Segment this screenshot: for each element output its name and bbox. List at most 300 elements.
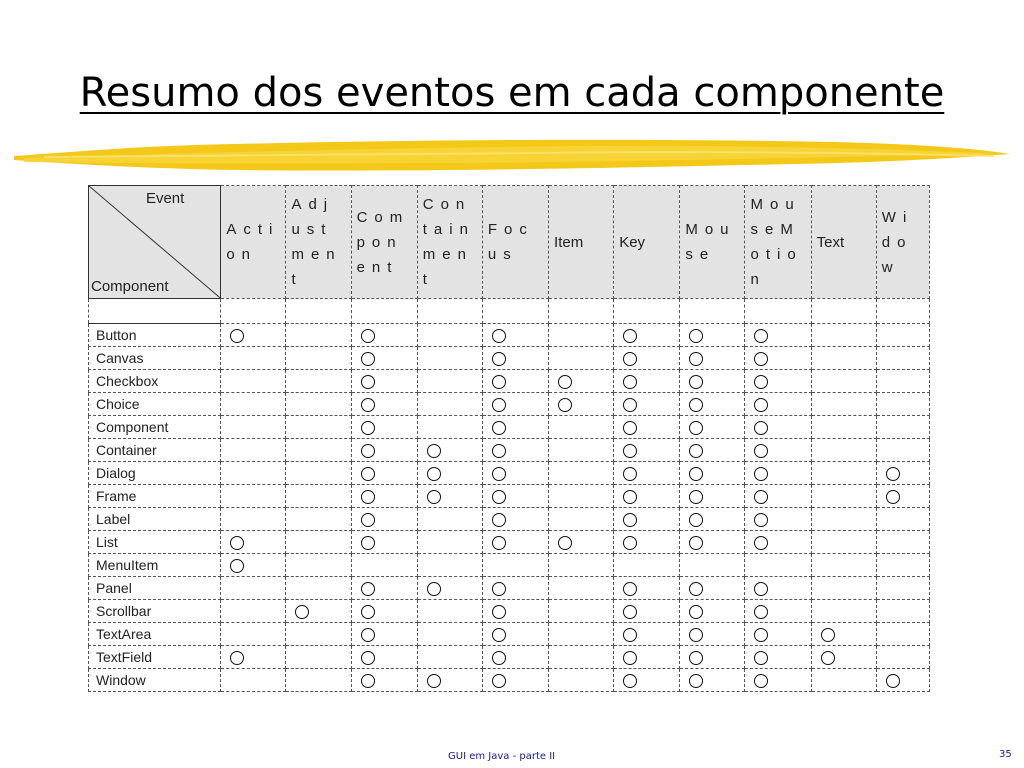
table-cell bbox=[417, 370, 482, 393]
circle-mark-icon bbox=[427, 582, 441, 596]
circle-mark-icon bbox=[754, 513, 768, 527]
spacer-cell bbox=[549, 299, 614, 324]
table-cell bbox=[745, 485, 811, 508]
table-cell bbox=[221, 485, 286, 508]
circle-mark-icon bbox=[492, 513, 506, 527]
table-cell bbox=[745, 393, 811, 416]
column-header: Containment bbox=[417, 186, 482, 299]
table-cell bbox=[876, 347, 929, 370]
table-cell bbox=[351, 370, 417, 393]
slide-title-text: Resumo dos eventos em cada componente bbox=[79, 70, 945, 116]
table-row bbox=[89, 485, 930, 508]
circle-mark-icon bbox=[623, 421, 637, 435]
table-cell bbox=[221, 577, 286, 600]
table-cell bbox=[876, 439, 929, 462]
table-cell bbox=[614, 347, 680, 370]
table-cell bbox=[286, 370, 351, 393]
table-cell bbox=[417, 439, 482, 462]
component-name: Label bbox=[89, 508, 221, 531]
corner-component-label: Component bbox=[91, 278, 169, 295]
circle-mark-icon bbox=[689, 444, 703, 458]
circle-mark-icon bbox=[492, 536, 506, 550]
table-cell bbox=[221, 554, 286, 577]
circle-mark-icon bbox=[754, 352, 768, 366]
circle-mark-icon bbox=[427, 490, 441, 504]
table-cell bbox=[876, 600, 929, 623]
circle-mark-icon bbox=[623, 582, 637, 596]
column-header: Component bbox=[351, 186, 417, 299]
table-cell bbox=[876, 531, 929, 554]
table-cell bbox=[417, 623, 482, 646]
table-cell bbox=[221, 393, 286, 416]
circle-mark-icon bbox=[689, 582, 703, 596]
circle-mark-icon bbox=[754, 536, 768, 550]
table-cell bbox=[811, 439, 876, 462]
table-cell bbox=[417, 508, 482, 531]
table-cell bbox=[745, 600, 811, 623]
table-cell bbox=[351, 416, 417, 439]
table-cell bbox=[614, 646, 680, 669]
table-cell bbox=[680, 347, 745, 370]
table-row bbox=[89, 531, 930, 554]
component-name: Frame bbox=[89, 485, 221, 508]
spacer-cell bbox=[876, 299, 929, 324]
circle-mark-icon bbox=[623, 352, 637, 366]
table-row bbox=[89, 393, 930, 416]
column-header: Focus bbox=[482, 186, 548, 299]
table-cell bbox=[680, 600, 745, 623]
table-cell bbox=[221, 347, 286, 370]
circle-mark-icon bbox=[361, 375, 375, 389]
circle-mark-icon bbox=[230, 651, 244, 665]
circle-mark-icon bbox=[492, 421, 506, 435]
spacer-cell bbox=[482, 299, 548, 324]
table-cell bbox=[811, 646, 876, 669]
table-cell bbox=[417, 577, 482, 600]
table-cell bbox=[286, 600, 351, 623]
component-name: List bbox=[89, 531, 221, 554]
table-cell bbox=[286, 623, 351, 646]
table-cell bbox=[614, 324, 680, 347]
table-cell bbox=[417, 324, 482, 347]
table-cell bbox=[876, 669, 929, 692]
circle-mark-icon bbox=[689, 628, 703, 642]
spacer-cell bbox=[811, 299, 876, 324]
component-name: Component bbox=[89, 416, 221, 439]
spacer-cell bbox=[680, 299, 745, 324]
circle-mark-icon bbox=[689, 398, 703, 412]
table-cell bbox=[549, 393, 614, 416]
table-cell bbox=[549, 324, 614, 347]
circle-mark-icon bbox=[689, 674, 703, 688]
column-header: Key bbox=[614, 186, 680, 299]
table-cell bbox=[221, 370, 286, 393]
table-cell bbox=[549, 347, 614, 370]
column-header: Text bbox=[811, 186, 876, 299]
table-cell bbox=[549, 554, 614, 577]
table-cell bbox=[286, 531, 351, 554]
circle-mark-icon bbox=[689, 421, 703, 435]
circle-mark-icon bbox=[623, 467, 637, 481]
table-cell bbox=[549, 485, 614, 508]
table-cell bbox=[351, 531, 417, 554]
table-cell bbox=[614, 370, 680, 393]
table-row bbox=[89, 669, 930, 692]
circle-mark-icon bbox=[754, 605, 768, 619]
table-cell bbox=[549, 623, 614, 646]
circle-mark-icon bbox=[492, 490, 506, 504]
spacer-cell bbox=[351, 299, 417, 324]
table-cell bbox=[876, 508, 929, 531]
table-cell bbox=[221, 508, 286, 531]
circle-mark-icon bbox=[361, 628, 375, 642]
spacer-cell bbox=[221, 299, 286, 324]
circle-mark-icon bbox=[689, 605, 703, 619]
table-cell bbox=[745, 439, 811, 462]
circle-mark-icon bbox=[821, 628, 835, 642]
component-name: Button bbox=[89, 324, 221, 347]
table-cell bbox=[680, 508, 745, 531]
circle-mark-icon bbox=[623, 513, 637, 527]
table-cell bbox=[417, 462, 482, 485]
circle-mark-icon bbox=[754, 375, 768, 389]
table-cell bbox=[417, 646, 482, 669]
table-cell bbox=[351, 324, 417, 347]
table-cell bbox=[549, 508, 614, 531]
table-cell bbox=[680, 577, 745, 600]
table-cell bbox=[351, 439, 417, 462]
table-cell bbox=[221, 416, 286, 439]
table-cell bbox=[745, 347, 811, 370]
circle-mark-icon bbox=[361, 490, 375, 504]
table-cell bbox=[680, 485, 745, 508]
circle-mark-icon bbox=[689, 490, 703, 504]
table-cell bbox=[745, 623, 811, 646]
circle-mark-icon bbox=[886, 674, 900, 688]
table-cell bbox=[351, 462, 417, 485]
table-cell bbox=[876, 416, 929, 439]
table-cell bbox=[745, 416, 811, 439]
table-cell bbox=[482, 370, 548, 393]
table-row bbox=[89, 324, 930, 347]
table-cell bbox=[680, 623, 745, 646]
circle-mark-icon bbox=[754, 467, 768, 481]
circle-mark-icon bbox=[361, 536, 375, 550]
circle-mark-icon bbox=[361, 605, 375, 619]
table-cell bbox=[811, 462, 876, 485]
circle-mark-icon bbox=[361, 467, 375, 481]
table-cell bbox=[482, 462, 548, 485]
table-cell bbox=[745, 554, 811, 577]
page-number: 35 bbox=[999, 749, 1012, 760]
circle-mark-icon bbox=[754, 398, 768, 412]
circle-mark-icon bbox=[623, 490, 637, 504]
circle-mark-icon bbox=[623, 398, 637, 412]
table-cell bbox=[811, 600, 876, 623]
component-name: Window bbox=[89, 669, 221, 692]
table-cell bbox=[745, 370, 811, 393]
table-cell bbox=[876, 462, 929, 485]
table-cell bbox=[811, 416, 876, 439]
circle-mark-icon bbox=[623, 651, 637, 665]
table-row bbox=[89, 600, 930, 623]
table-cell bbox=[482, 347, 548, 370]
slide-title bbox=[0, 70, 1024, 116]
table-cell bbox=[351, 577, 417, 600]
circle-mark-icon bbox=[361, 513, 375, 527]
circle-mark-icon bbox=[230, 536, 244, 550]
component-name: Panel bbox=[89, 577, 221, 600]
circle-mark-icon bbox=[754, 329, 768, 343]
table-cell bbox=[680, 554, 745, 577]
spacer-cell bbox=[286, 299, 351, 324]
table-cell bbox=[680, 324, 745, 347]
circle-mark-icon bbox=[754, 674, 768, 688]
table-cell bbox=[549, 669, 614, 692]
circle-mark-icon bbox=[623, 444, 637, 458]
circle-mark-icon bbox=[492, 398, 506, 412]
table-cell bbox=[482, 554, 548, 577]
table-cell bbox=[482, 393, 548, 416]
table-cell bbox=[221, 324, 286, 347]
circle-mark-icon bbox=[623, 375, 637, 389]
table-cell bbox=[745, 669, 811, 692]
table-cell bbox=[286, 416, 351, 439]
circle-mark-icon bbox=[427, 674, 441, 688]
table-cell bbox=[417, 393, 482, 416]
column-header: Mouse bbox=[680, 186, 745, 299]
circle-mark-icon bbox=[886, 467, 900, 481]
table-cell bbox=[221, 646, 286, 669]
table-cell bbox=[680, 531, 745, 554]
table-cell bbox=[614, 600, 680, 623]
spacer-cell bbox=[417, 299, 482, 324]
table-cell bbox=[614, 416, 680, 439]
table-cell bbox=[549, 416, 614, 439]
circle-mark-icon bbox=[427, 444, 441, 458]
circle-mark-icon bbox=[689, 375, 703, 389]
table-cell bbox=[745, 646, 811, 669]
table-cell bbox=[482, 577, 548, 600]
table-cell bbox=[351, 623, 417, 646]
circle-mark-icon bbox=[295, 605, 309, 619]
table-cell bbox=[351, 646, 417, 669]
table-cell bbox=[876, 485, 929, 508]
component-name: Checkbox bbox=[89, 370, 221, 393]
table-cell bbox=[811, 347, 876, 370]
component-name: Container bbox=[89, 439, 221, 462]
table-row bbox=[89, 370, 930, 393]
circle-mark-icon bbox=[689, 329, 703, 343]
circle-mark-icon bbox=[492, 352, 506, 366]
circle-mark-icon bbox=[492, 467, 506, 481]
circle-mark-icon bbox=[427, 467, 441, 481]
circle-mark-icon bbox=[558, 398, 572, 412]
circle-mark-icon bbox=[492, 628, 506, 642]
corner-event-label: Event bbox=[145, 190, 185, 207]
circle-mark-icon bbox=[623, 674, 637, 688]
table-cell bbox=[745, 324, 811, 347]
table-cell bbox=[811, 623, 876, 646]
circle-mark-icon bbox=[492, 329, 506, 343]
table-row bbox=[89, 508, 930, 531]
table-cell bbox=[351, 508, 417, 531]
table-cell bbox=[286, 439, 351, 462]
circle-mark-icon bbox=[361, 444, 375, 458]
circle-mark-icon bbox=[754, 444, 768, 458]
circle-mark-icon bbox=[689, 467, 703, 481]
column-header: Item bbox=[549, 186, 614, 299]
table-cell bbox=[482, 439, 548, 462]
circle-mark-icon bbox=[230, 559, 244, 573]
table-cell bbox=[549, 439, 614, 462]
table-cell bbox=[549, 577, 614, 600]
circle-mark-icon bbox=[361, 674, 375, 688]
footer-text: GUI em Java - parte II bbox=[448, 751, 556, 762]
table-cell bbox=[417, 347, 482, 370]
table-cell bbox=[221, 669, 286, 692]
spacer-cell bbox=[614, 299, 680, 324]
table-row bbox=[89, 416, 930, 439]
table-cell bbox=[614, 554, 680, 577]
circle-mark-icon bbox=[623, 605, 637, 619]
circle-mark-icon bbox=[689, 352, 703, 366]
spacer-cell bbox=[89, 299, 221, 324]
table-cell bbox=[614, 393, 680, 416]
column-header: Widow bbox=[876, 186, 929, 299]
table-cell bbox=[811, 669, 876, 692]
component-name: MenuItem bbox=[89, 554, 221, 577]
table-cell bbox=[614, 508, 680, 531]
table-cell bbox=[614, 577, 680, 600]
table-cell bbox=[482, 508, 548, 531]
table-cell bbox=[286, 462, 351, 485]
table-cell bbox=[351, 393, 417, 416]
spacer-cell bbox=[745, 299, 811, 324]
table-cell bbox=[811, 577, 876, 600]
table-cell bbox=[680, 393, 745, 416]
table-cell bbox=[417, 600, 482, 623]
circle-mark-icon bbox=[361, 398, 375, 412]
table-cell bbox=[876, 646, 929, 669]
circle-mark-icon bbox=[754, 651, 768, 665]
table-cell bbox=[286, 508, 351, 531]
table-cell bbox=[549, 531, 614, 554]
highlighter-stroke bbox=[14, 132, 1010, 180]
table-cell bbox=[221, 623, 286, 646]
circle-mark-icon bbox=[492, 375, 506, 389]
table-cell bbox=[221, 600, 286, 623]
table-cell bbox=[417, 669, 482, 692]
table-cell bbox=[286, 669, 351, 692]
table-cell bbox=[482, 531, 548, 554]
table-cell bbox=[482, 646, 548, 669]
circle-mark-icon bbox=[886, 490, 900, 504]
circle-mark-icon bbox=[623, 329, 637, 343]
table-cell bbox=[417, 485, 482, 508]
circle-mark-icon bbox=[492, 605, 506, 619]
component-name: Canvas bbox=[89, 347, 221, 370]
table-cell bbox=[811, 370, 876, 393]
table-cell bbox=[351, 600, 417, 623]
table-cell bbox=[876, 554, 929, 577]
component-name: TextArea bbox=[89, 623, 221, 646]
table-cell bbox=[614, 462, 680, 485]
circle-mark-icon bbox=[558, 536, 572, 550]
table-cell bbox=[680, 370, 745, 393]
table-cell bbox=[680, 416, 745, 439]
component-name: Scrollbar bbox=[89, 600, 221, 623]
table-cell bbox=[745, 531, 811, 554]
table-cell bbox=[680, 646, 745, 669]
table-cell bbox=[811, 324, 876, 347]
circle-mark-icon bbox=[361, 421, 375, 435]
table-row bbox=[89, 347, 930, 370]
table-cell bbox=[417, 416, 482, 439]
table-cell bbox=[876, 393, 929, 416]
circle-mark-icon bbox=[689, 536, 703, 550]
table-cell bbox=[221, 531, 286, 554]
circle-mark-icon bbox=[623, 628, 637, 642]
table-cell bbox=[351, 485, 417, 508]
circle-mark-icon bbox=[492, 444, 506, 458]
circle-mark-icon bbox=[754, 421, 768, 435]
table-cell bbox=[417, 554, 482, 577]
table-cell bbox=[745, 462, 811, 485]
table-cell bbox=[680, 669, 745, 692]
table-cell bbox=[286, 347, 351, 370]
circle-mark-icon bbox=[558, 375, 572, 389]
table-row bbox=[89, 554, 930, 577]
table-row bbox=[89, 623, 930, 646]
circle-mark-icon bbox=[754, 628, 768, 642]
column-header: Adjustment bbox=[286, 186, 351, 299]
table-cell bbox=[549, 370, 614, 393]
table-cell bbox=[286, 393, 351, 416]
circle-mark-icon bbox=[689, 651, 703, 665]
table-cell bbox=[614, 669, 680, 692]
circle-mark-icon bbox=[230, 329, 244, 343]
table-cell bbox=[876, 370, 929, 393]
table-cell bbox=[811, 531, 876, 554]
table-cell bbox=[482, 600, 548, 623]
table-cell bbox=[876, 623, 929, 646]
table-cell bbox=[286, 485, 351, 508]
circle-mark-icon bbox=[689, 513, 703, 527]
table-cell bbox=[614, 439, 680, 462]
column-header: MouseMotion bbox=[745, 186, 811, 299]
table-cell bbox=[680, 462, 745, 485]
circle-mark-icon bbox=[361, 352, 375, 366]
column-header: Action bbox=[221, 186, 286, 299]
circle-mark-icon bbox=[492, 582, 506, 596]
circle-mark-icon bbox=[361, 651, 375, 665]
component-name: Dialog bbox=[89, 462, 221, 485]
table-cell bbox=[351, 347, 417, 370]
table-cell bbox=[286, 577, 351, 600]
table-cell bbox=[482, 416, 548, 439]
table-cell bbox=[811, 508, 876, 531]
table-cell bbox=[482, 623, 548, 646]
table-cell bbox=[482, 669, 548, 692]
circle-mark-icon bbox=[623, 536, 637, 550]
table-cell bbox=[876, 324, 929, 347]
table-cell bbox=[876, 577, 929, 600]
table-cell bbox=[549, 462, 614, 485]
table-cell bbox=[351, 669, 417, 692]
table-cell bbox=[286, 324, 351, 347]
table-cell bbox=[680, 439, 745, 462]
